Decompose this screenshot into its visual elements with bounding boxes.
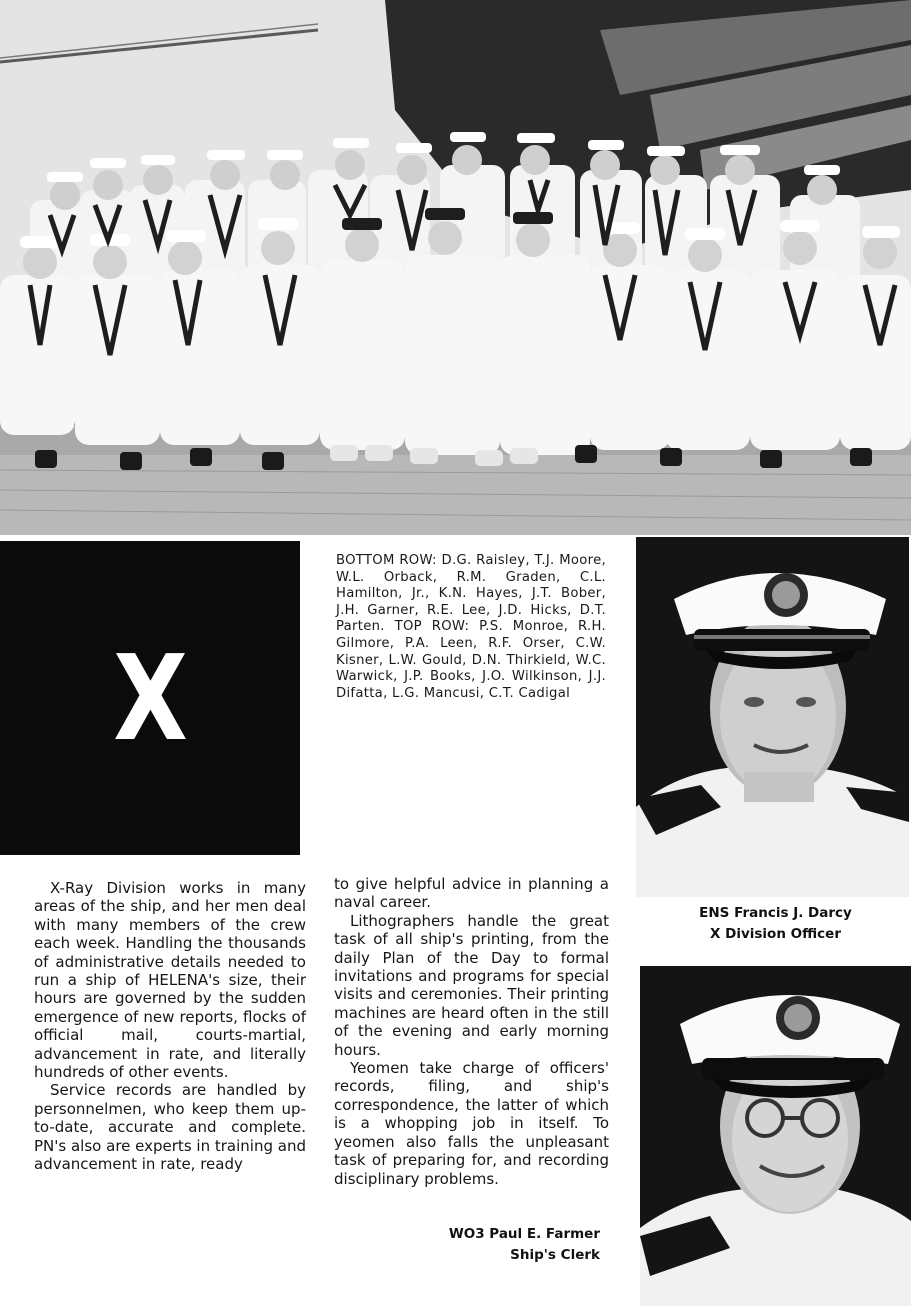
body-paragraph: X-Ray Division works in many areas of the ship, and her men deal with many members of the crew each week. Handling the thousands of administrative details needed to run a ship of HELENA's size, their hours are governed by the sudden emergence of new reports, flocks of official mail, courts-martial, advancement in rate, and literally hundreds of other events.	[34, 879, 306, 1082]
officer-portrait-icon	[636, 537, 909, 897]
body-paragraph: Yeomen take charge of officers' records, filing, and ship's correspondence, the latter of which is a whopping job in itself. To yeomen also falls the unpleasant task of preparing for, and recording disciplinary problems.	[334, 1059, 609, 1188]
officer-name: WO3 Paul E. Farmer	[448, 1226, 600, 1242]
officer-caption-darcy	[640, 903, 911, 945]
photo-caption: BOTTOM ROW: D.G. Raisley, T.J. Moore, W.L. Orback, R.M. Graden, C.L. Hamilton, Jr., K.N. Hayes, J.T. Bober, J.H. Garner, R.E. Lee, J.D. Hicks, D.T. Parten. TOP ROW: P.S. Monroe, R.H. Gilmore, P.A. Leen, R.F. Orser, C.W. Kisner, L.W. Gould, D.N. Thirkield, W.C. Warwick, J.P. Books, J.O. Wilkinson, J.J. Difatta, L.G. Mancusi, C.T. Cadigal	[336, 553, 606, 701]
section-letter-block	[0, 541, 300, 855]
section-letter: X	[112, 629, 188, 767]
officer-title: Ship's Clerk	[510, 1247, 600, 1263]
group-photo	[0, 0, 911, 535]
body-paragraph: Service records are handled by personnelmen, who keep them up-to-date, accurate and complete. PN's also are experts in training and advancement in rate, ready	[34, 1081, 306, 1174]
officer-name: ENS Francis J. Darcy	[699, 905, 852, 921]
officer-caption-farmer	[420, 1224, 600, 1266]
body-column-right	[334, 875, 609, 1188]
group-photo-illustration	[0, 0, 911, 535]
portrait-farmer	[640, 966, 911, 1306]
body-paragraph: to give helpful advice in planning a naval career.	[334, 875, 609, 912]
portrait-darcy	[636, 537, 909, 897]
officer-portrait-icon	[640, 966, 911, 1306]
body-column-left	[34, 879, 306, 1174]
officer-title: X Division Officer	[710, 926, 841, 942]
body-paragraph: Lithographers handle the great task of all ship's printing, from the daily Plan of the Day to formal invitations and programs for special visits and ceremonies. Their printing machines are heard often in the still of the evening and early morning hours.	[334, 911, 609, 1059]
